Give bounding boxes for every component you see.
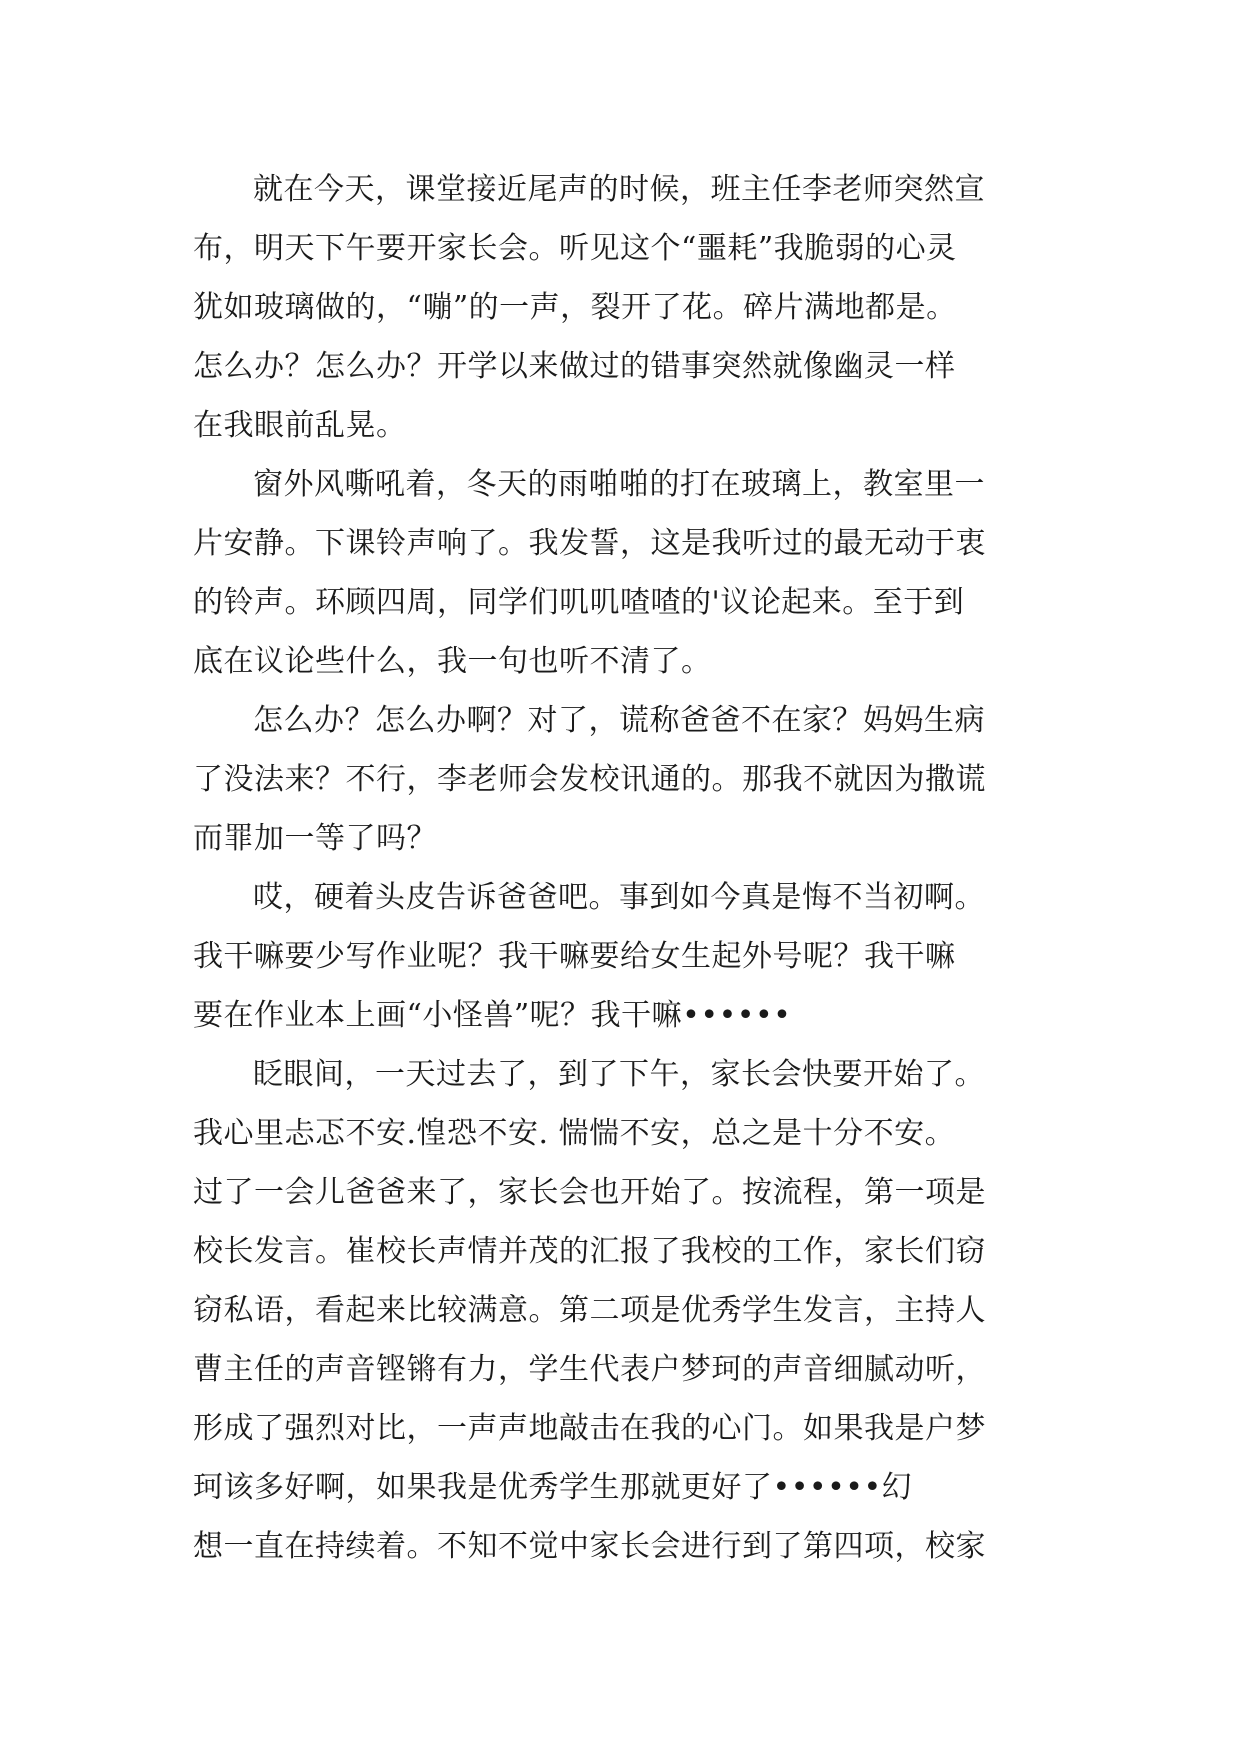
text-line: 怎么办？怎么办啊？对了，谎称爸爸不在家？妈妈生病 xyxy=(253,703,985,738)
text-line: 的铃声。环顾四周，同学们叽叽喳喳的'议论起来。至于到 xyxy=(193,585,965,620)
text-line: 怎么办？怎么办？开学以来做过的错事突然就像幽灵一样 xyxy=(193,349,956,384)
text-line: 想一直在持续着。不知不觉中家长会进行到了第四项，校家 xyxy=(193,1529,986,1564)
text-line: 片安静。下课铃声响了。我发誓，这是我听过的最无动于衷 xyxy=(193,526,986,561)
text-line: 就在今天，课堂接近尾声的时候，班主任李老师突然宣 xyxy=(253,172,985,207)
text-line: 过了一会儿爸爸来了，家长会也开始了。按流程，第一项是 xyxy=(193,1175,986,1210)
text-line: 在我眼前乱晃。 xyxy=(193,408,407,443)
text-line: 了没法来？不行，李老师会发校讯通的。那我不就因为撒谎 xyxy=(193,762,986,797)
text-line: 窃私语，看起来比较满意。第二项是优秀学生发言，主持人 xyxy=(193,1293,986,1328)
essay-body xyxy=(193,160,1073,1576)
text-line: 而罪加一等了吗？ xyxy=(193,821,437,856)
text-line: 窗外风嘶吼着，冬天的雨啪啪的打在玻璃上，教室里一 xyxy=(253,467,985,502)
text-line: 哎，硬着头皮告诉爸爸吧。事到如今真是悔不当初啊。 xyxy=(253,880,985,915)
text-line: 形成了强烈对比，一声声地敲击在我的心门。如果我是户梦 xyxy=(193,1411,986,1446)
text-line: 眨眼间，一天过去了，到了下午，家长会快要开始了。 xyxy=(253,1057,985,1092)
text-line: 校长发言。崔校长声情并茂的汇报了我校的工作，家长们窃 xyxy=(193,1234,986,1269)
text-line: 我心里忐忑不安.惶恐不安. 惴惴不安，总之是十分不安。 xyxy=(193,1116,956,1151)
text-line: 布，明天下午要开家长会。听见这个“噩耗”我脆弱的心灵 xyxy=(193,231,957,266)
text-line: 要在作业本上画“小怪兽”呢？我干嘛•••••• xyxy=(193,998,792,1033)
text-line: 犹如玻璃做的，“嘣”的一声，裂开了花。碎片满地都是。 xyxy=(193,290,957,325)
text-line: 我干嘛要少写作业呢？我干嘛要给女生起外号呢？我干嘛 xyxy=(193,939,956,974)
text-line: 底在议论些什么，我一句也听不清了。 xyxy=(193,644,712,679)
text-line: 珂该多好啊，如果我是优秀学生那就更好了••••••幻 xyxy=(193,1470,913,1505)
text-line: 曹主任的声音铿锵有力，学生代表户梦珂的声音细腻动听， xyxy=(193,1352,986,1387)
